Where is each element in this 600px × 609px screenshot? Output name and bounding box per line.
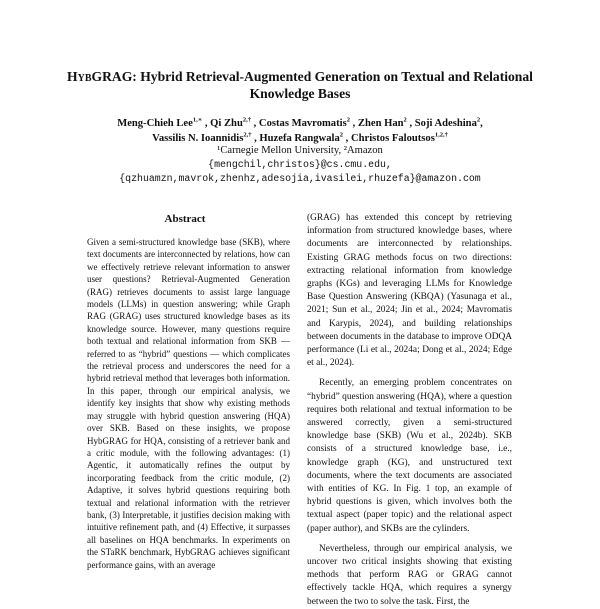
intro-paragraph-3: Nevertheless, through our empirical analysis, we uncover two critical insights showing that existing methods that perform RAG or GRAG cannot effectively tackle HQA, which requires a synergy between the two to solve the task. First, the: [307, 543, 512, 607]
abstract-text: Given a semi-structured knowledge base (SKB), where text documents are interconnected by relations, how can we effectively retrieve relevant information to answer user questions? Retrieval-Augmented Generation (RAG) retrieves documents to assist large language models (LLMs) in question answering; while Graph RAG (GRAG) uses structured knowledge bases as its knowledge source. However, many questions require both textual and relational information from SKB — referred to as “hybrid” questions — which complicates the retrieval process and underscores the need for a hybrid retrieval method that leverages both information. In this paper, through our empirical analysis, we identify key insights that show why existing methods may struggle with hybrid question answering (HQA) over SKB. Based on these insights, we propose HybGRAG for HQA, consisting of a retriever bank and a critic module, with the following advantages: (1) Agentic, it automatically refines the output by incorporating feedback from the critic module, (2) Adaptive, it solves hybrid questions requiring both textual and relational information with the retriever bank, (3) Interpretable, it justifies decision making with intuitive refinement path, and (4) Effective, it surpasses all baselines on HQA benchmarks. In experiments on the STaRK benchmark, HybGRAG achieves significant performance gains, with an average: [87, 237, 290, 570]
author-name: Soji Adeshina: [414, 118, 477, 129]
author-list: Meng-Chieh Lee$^{1,∗}$ , Qi Zhu$^{2,\dagger}$ , Costas Mavromatis$^2$ , Zhen Han$^2$ , Soji Adeshina$^2$, Vassilis N. Ioannidis$^{2,\dagger}$ , Huzefa Rangwala$^2$ , Christos Faloutsos$^{1,2,\dagger}$: [117, 116, 483, 144]
author-affiliation-mark: 2,†: [242, 116, 251, 124]
author-affiliation-mark: 2: [476, 116, 481, 124]
author-name: Vassilis N. Ioannidis: [152, 133, 244, 144]
author-name: Meng-Chieh Lee: [117, 118, 193, 129]
affiliations: ¹Carnegie Mellon University, ²Amazon: [217, 145, 383, 156]
author-affiliation-mark: 2: [403, 116, 407, 124]
author-name: Huzefa Rangwala: [259, 133, 340, 144]
abstract-column: [87, 236, 290, 600]
author-name: Christos Faloutsos: [350, 133, 435, 144]
intro-paragraph-2: Recently, an emerging problem concentrates on “hybrid” question answering (HQA), where a question requires both relational and textual information to be answered correctly, given a semi-structured knowledge base (SKB) (Wu et al., 2024b). SKB consists of a structured knowledge base, i.e., knowledge graph (KG), and unstructured text documents, where the text documents are associated with entities of KG. In Fig. 1 top, an example of hybrid questions is given, which involves both the textual aspect (paper topic) and the relational aspect (paper author), and SKBs are the cylinders.: [307, 378, 512, 534]
email-line-1: {mengchil,christos}@cs.cmu.edu,: [208, 159, 392, 170]
author-affiliation-mark: 2: [346, 116, 350, 124]
paper-title: [60, 68, 540, 102]
title-rest: : Hybrid Retrieval-Augmented Generation on Textual and Relational Knowledge Bases: [132, 69, 533, 101]
author-affiliation-mark: 1,∗: [192, 116, 203, 124]
intro-column: [307, 212, 512, 607]
title-system-name: HybGRAG: [67, 69, 133, 84]
intro-paragraph-1: (GRAG) has extended this concept by retrieving information from structured knowledge bases, where documents are interconnected by relationships. Existing GRAG methods focus on two directions: extracting relational information from knowledge graphs (KGs) and leveraging LLMs for Knowledge Base Question Answering (KBQA) (Yasunaga et al., 2021; Sun et al., 2024; Jin et al., 2024; Mavromatis and Karypis, 2024), and building relationships between documents in the database to improve ODQA performance (Li et al., 2024a; Dong et al., 2024; Edge et al., 2024).: [307, 213, 512, 369]
author-name: Zhen Han: [357, 118, 404, 129]
email-line-2: {qzhuamzn,mavrok,zhenhz,adesojia,ivasilei,rhuzefa}@amazon.com: [119, 173, 481, 184]
author-name: Costas Mavromatis: [258, 118, 347, 129]
author-affiliation-mark: 2: [339, 131, 343, 139]
author-name: Qi Zhu: [210, 118, 243, 129]
author-affiliation-mark: 1,2,†: [434, 131, 448, 139]
abstract-heading: Abstract: [164, 213, 206, 225]
author-affiliation-mark: 2,†: [243, 131, 252, 139]
